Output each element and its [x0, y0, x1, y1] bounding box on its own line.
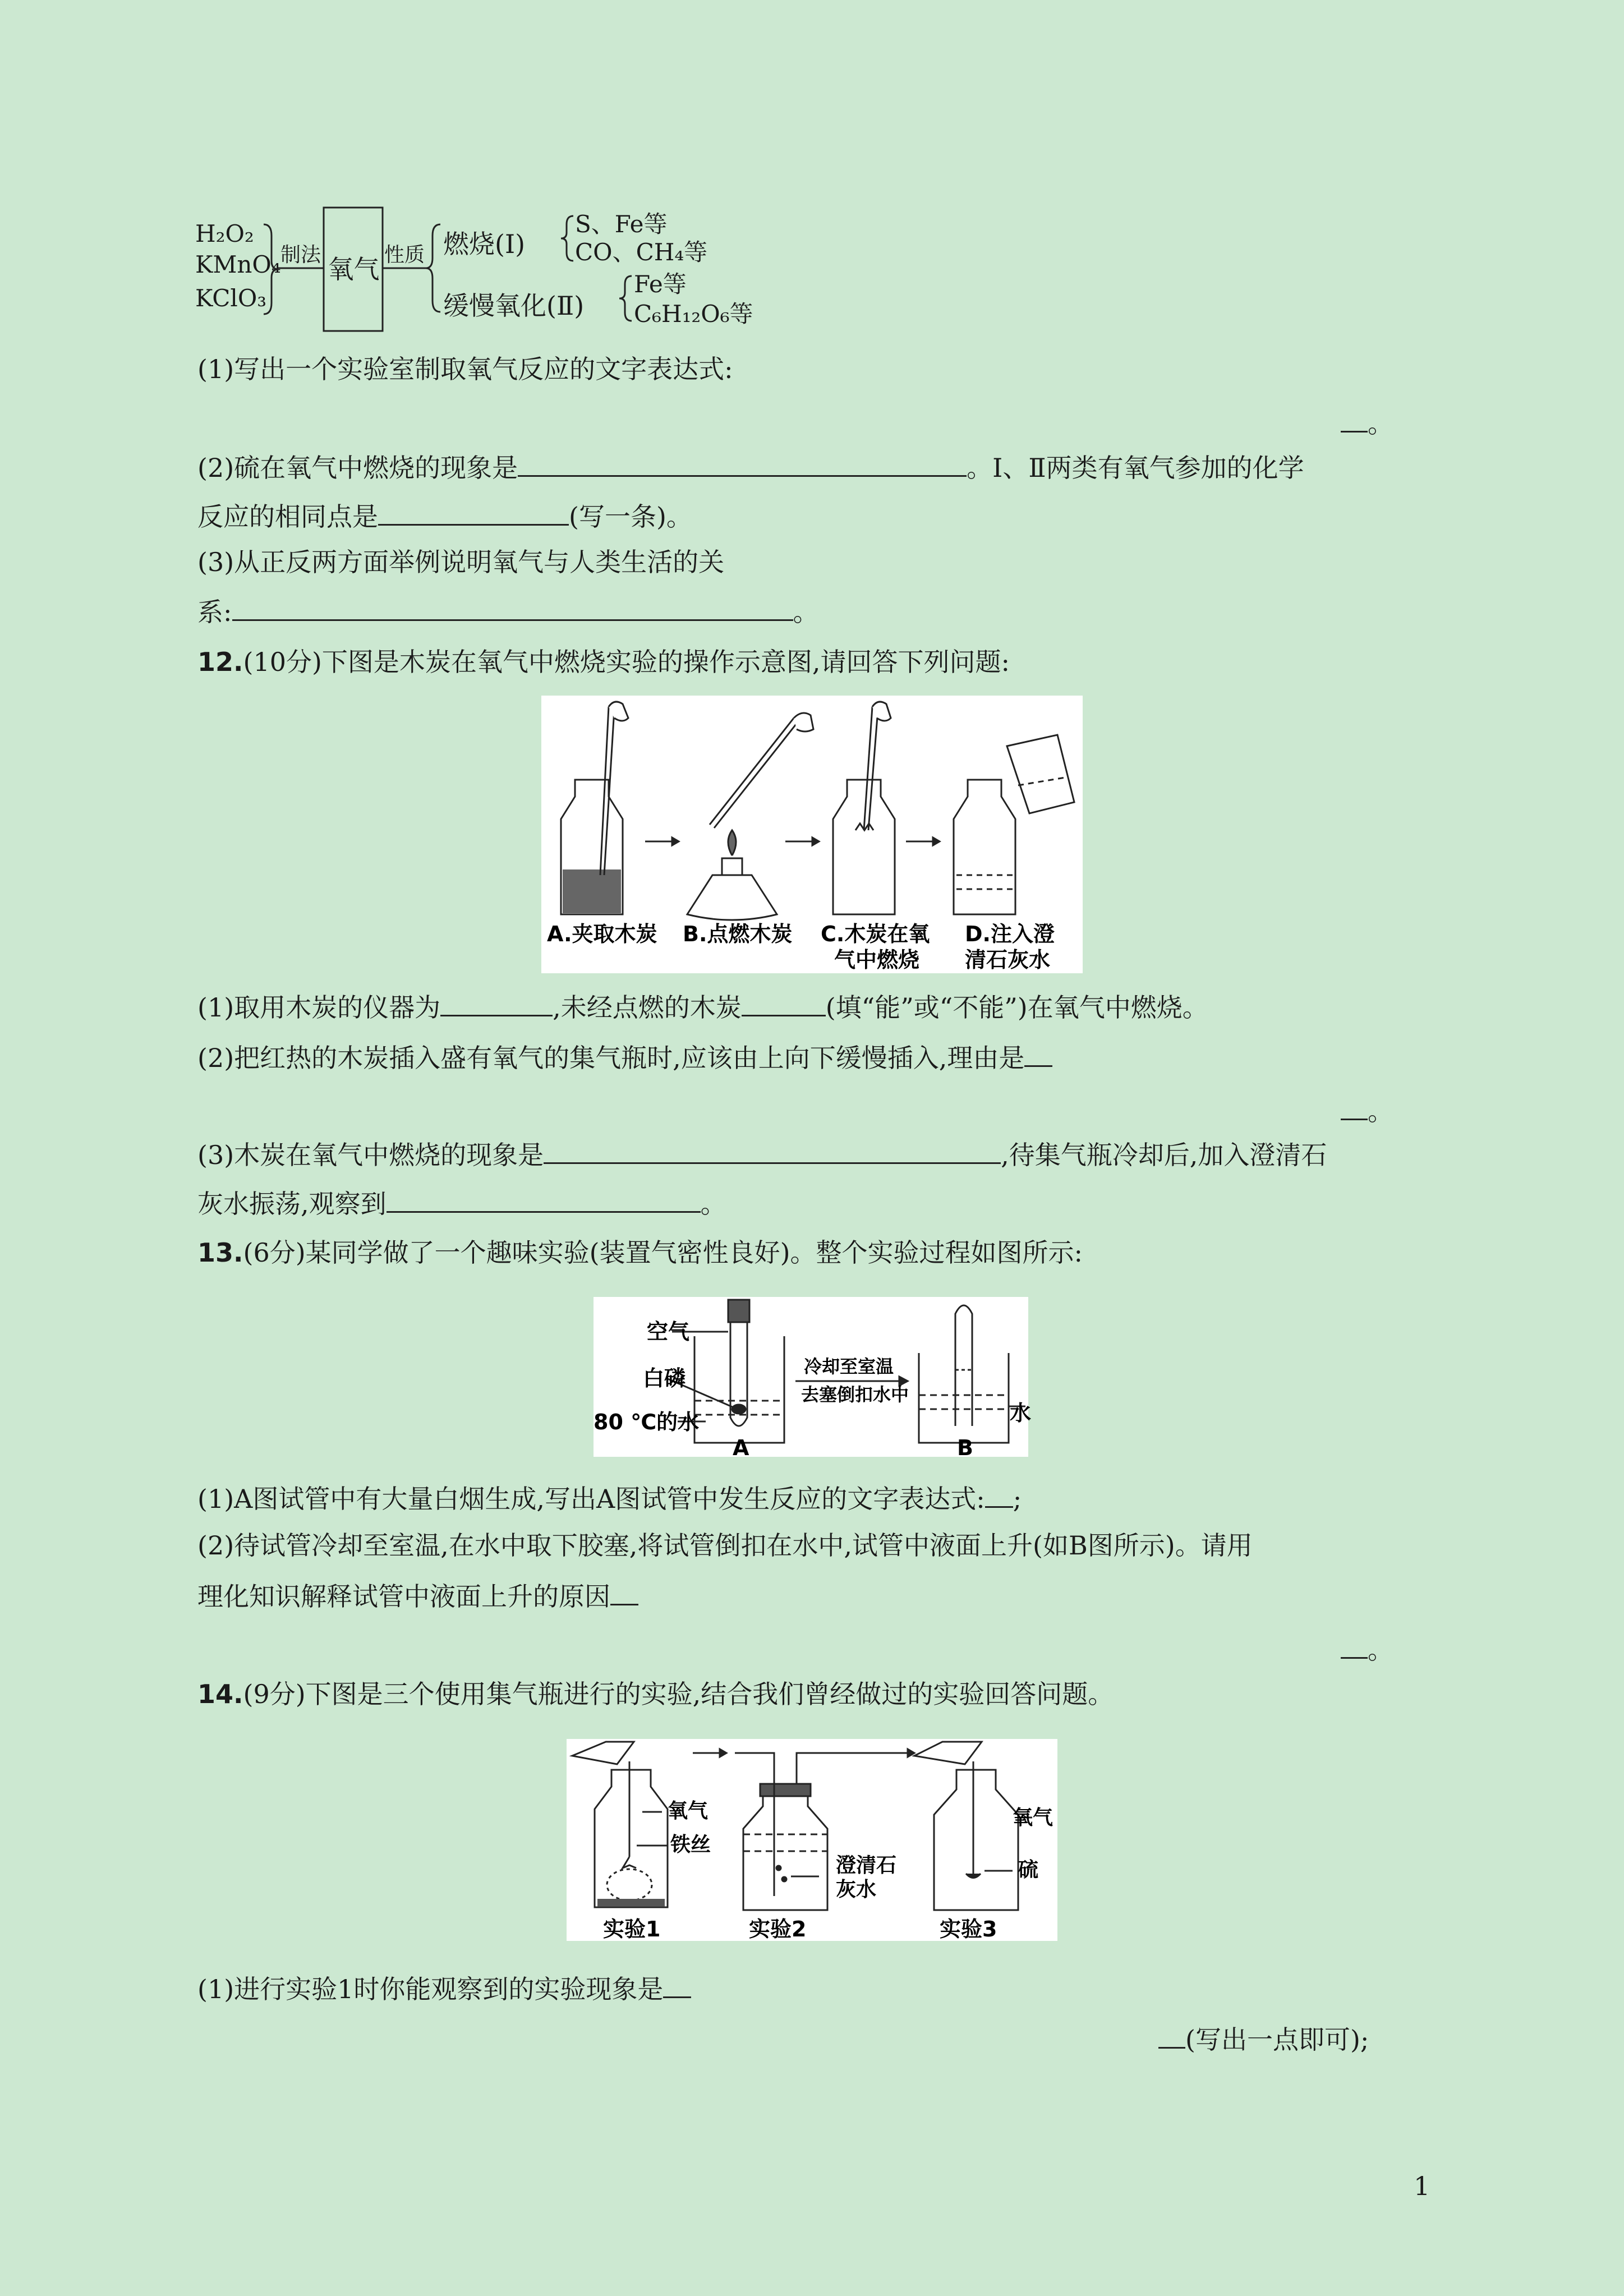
q11-part3-line1: (3)从正反两方面举例说明氧气与人类生活的关 — [197, 547, 725, 577]
label-limewater-2: 灰水 — [836, 1878, 877, 1901]
branch-slow-item-2: C₆H₁₂O₆等 — [634, 300, 753, 328]
q12-part3-blank2[interactable] — [387, 1186, 701, 1213]
branch-combustion: 燃烧(Ⅰ) — [443, 229, 526, 259]
q12-part3-line2: 灰水振荡,观察到 。 — [197, 1186, 726, 1221]
q14-figure — [567, 1739, 1057, 1941]
q12-part2-blank[interactable] — [1024, 1041, 1052, 1067]
arrow-label-top: 冷却至室温 — [804, 1356, 894, 1377]
branch-slow-item-1: Fe等 — [634, 270, 687, 298]
q12-part2-answer-line[interactable]: 。 — [1341, 1094, 1393, 1128]
label-oxygen-2: 氧气 — [1013, 1806, 1053, 1829]
label-water80: 80 ℃的水 — [594, 1410, 700, 1434]
label-sulfur: 硫 — [1018, 1858, 1039, 1881]
center-oxygen: 氧气 — [328, 254, 380, 284]
q12-stem: 12.(10分)下图是木炭在氧气中燃烧实验的操作示意图,请回答下列问题: — [197, 647, 1010, 677]
caption-c1: C.木炭在氧 — [821, 922, 930, 946]
q13-part2-blank[interactable] — [610, 1579, 638, 1605]
q11-part3-blank[interactable] — [232, 595, 793, 621]
caption-d2: 清石灰水 — [965, 947, 1051, 972]
label-b: B — [957, 1435, 973, 1460]
q12-part1-blank2[interactable] — [742, 990, 826, 1016]
q13-stem: 13.(6分)某同学做了一个趣味实验(装置气密性良好)。整个实验过程如图所示: — [197, 1237, 1083, 1268]
caption-2: 实验2 — [749, 1917, 807, 1941]
q12-part1-blank1[interactable] — [440, 990, 553, 1016]
reactant-kmno4: KMnO₄ — [195, 251, 281, 278]
q11-part1-answer-line[interactable]: 。 — [1341, 406, 1393, 440]
label-water: 水 — [1010, 1401, 1032, 1425]
q13-part2-line2: 理化知识解释试管中液面上升的原因 — [197, 1579, 638, 1613]
caption-a: A.夹取木炭 — [547, 922, 657, 946]
label-prep: 制法 — [280, 243, 321, 266]
branch-slow-oxidation: 缓慢氧化(Ⅱ) — [443, 291, 585, 321]
q11-part1: (1)写出一个实验室制取氧气反应的文字表达式: — [197, 354, 733, 384]
page-number: 1 — [1414, 2171, 1430, 2201]
diagram-lines — [0, 0, 1624, 393]
reactant-h2o2: H₂O₂ — [195, 220, 254, 247]
label-property: 性质 — [384, 243, 425, 266]
q14-part1-blank[interactable] — [663, 1972, 691, 1998]
q14-part1: (1)进行实验1时你能观察到的实验现象是 — [197, 1972, 691, 2006]
gas-bottle-experiments-illustration — [567, 1739, 1057, 1941]
q13-part1: (1)A图试管中有大量白烟生成,写出A图试管中发生反应的文字表达式: ; — [197, 1481, 1022, 1516]
q11-part2-line2: 反应的相同点是 (写一条)。 — [197, 499, 692, 533]
q11-part2-line1: (2)硫在氧气中燃烧的现象是 。Ⅰ、Ⅱ两类有氧气参加的化学 — [197, 450, 1304, 485]
white-phosphorus-illustration — [594, 1297, 1032, 1460]
q12-figure — [541, 696, 1083, 973]
q11-part3-line2: 系: 。 — [197, 595, 819, 629]
q11-part2-blank2[interactable] — [378, 499, 569, 526]
label-limewater-1: 澄清石 — [836, 1854, 897, 1877]
label-iron: 铁丝 — [670, 1833, 711, 1856]
branch-combustion-item-1: S、Fe等 — [575, 210, 668, 238]
q14-part1-answer-line[interactable]: (写出一点即可); — [1158, 2022, 1369, 2056]
caption-1: 实验1 — [603, 1917, 661, 1941]
branch-combustion-item-2: CO、CH₄等 — [575, 238, 708, 266]
q11-part2-blank1[interactable] — [518, 450, 967, 477]
label-oxygen-1: 氧气 — [668, 1800, 709, 1823]
q13-part2-answer-line[interactable]: 。 — [1341, 1632, 1393, 1667]
q14-stem: 14.(9分)下图是三个使用集气瓶进行的实验,结合我们曾经做过的实验回答问题。 — [197, 1679, 1114, 1709]
arrow-label-bottom: 去塞倒扣水中 — [801, 1384, 909, 1405]
q12-part1: (1)取用木炭的仪器为 ,未经点燃的木炭 (填“能”或“不能”)在氧气中燃烧。 — [197, 990, 1208, 1024]
q13-part1-blank[interactable] — [985, 1481, 1013, 1508]
q12-part3-line1: (3)木炭在氧气中燃烧的现象是 ,待集气瓶冷却后,加入澄清石 — [197, 1138, 1327, 1172]
q13-figure — [594, 1297, 1032, 1460]
q13-part2-line1: (2)待试管冷却至室温,在水中取下胶塞,将试管倒扣在水中,试管中液面上升(如B图所示)。请用 — [197, 1530, 1253, 1561]
label-a: A — [733, 1435, 749, 1460]
reactant-kclo3: KClO₃ — [195, 284, 267, 312]
q12-part3-blank1[interactable] — [544, 1138, 1001, 1164]
caption-3: 实验3 — [940, 1917, 997, 1941]
label-air: 空气 — [647, 1319, 690, 1344]
charcoal-experiment-illustration — [541, 696, 1083, 973]
q12-part2: (2)把红热的木炭插入盛有氧气的集气瓶时,应该由上向下缓慢插入,理由是 — [197, 1041, 1052, 1075]
caption-b: B.点燃木炭 — [683, 922, 793, 946]
caption-d1: D.注入澄 — [965, 922, 1055, 946]
label-phosphorus: 白磷 — [643, 1366, 686, 1391]
caption-c2: 气中燃烧 — [834, 947, 920, 972]
